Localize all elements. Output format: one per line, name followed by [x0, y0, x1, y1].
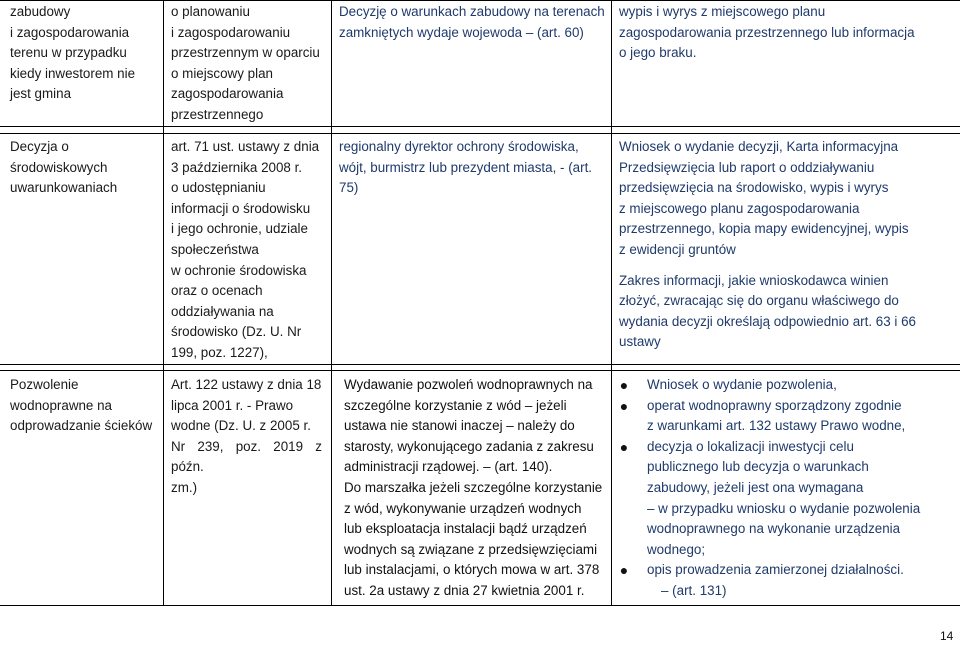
table-border — [611, 0, 612, 606]
list-item — [619, 375, 925, 396]
cell-line: oddziaływania na — [171, 303, 274, 319]
cell-line: zabudowy — [10, 4, 71, 19]
cell-line: zagospodarowania — [171, 86, 284, 102]
row2-col1-cell — [10, 137, 160, 199]
cell-line: decyzja o lokalizacji inwestycji celu — [647, 438, 854, 454]
cell-line: przestrzennego — [171, 106, 264, 122]
cell-line: i jego ochronie, udziale — [171, 221, 308, 237]
bullet-icon: ● — [619, 377, 629, 393]
cell-line: w ochronie środowiska — [171, 262, 307, 278]
cell-line: przestrzennym w oparciu — [171, 45, 320, 61]
cell-line: środowiskowych — [10, 159, 108, 175]
cell-line: lub instalacjami, o których mowa w art. 378 — [344, 562, 600, 578]
bullet-icon: ● — [619, 438, 629, 455]
cell-line: Decyzja o — [10, 139, 69, 154]
cell-line: szczególne korzystanie z wód – jeżeli — [344, 397, 567, 413]
document-list — [619, 375, 925, 602]
cell-line: informacji o środowisku — [171, 200, 311, 216]
cell-line: środowisko (Dz. U. Nr — [171, 324, 302, 340]
cell-line: 3 października 2008 r. — [171, 159, 303, 175]
cell-line: Decyzję o warunkach zabudowy na terenach — [339, 4, 605, 19]
cell-line: i zagospodarowaniu — [171, 24, 291, 40]
row3-col4-cell — [619, 375, 925, 602]
cell-line: Art. 122 ustawy z dnia 18 — [171, 377, 322, 392]
cell-line: złożyć, zwracając się do organu właściwego do — [619, 293, 899, 309]
cell-line: Wydawanie pozwoleń wodnoprawnych na — [344, 377, 593, 392]
cell-line: Przedsięwzięcia lub raport o oddziaływaniu — [619, 159, 875, 175]
cell-line: zabudowy, jeżeli jest ona wymagana — [647, 479, 864, 495]
page-number: 14 — [940, 629, 954, 643]
cell-line: przestrzennego, kopia mapy ewidencyjnej, wypis — [619, 221, 909, 237]
cell-line: lipca 2001 r. - Prawo — [171, 397, 294, 413]
cell-line: regionalny dyrektor ochrony środowiska, — [339, 139, 579, 154]
cell-line: i zagospodarowania — [10, 24, 130, 40]
cell-line: społeczeństwa — [171, 241, 259, 257]
cell-line: 75) — [339, 180, 359, 196]
cell-line: Wniosek o wydanie decyzji, Karta informacyjna — [619, 139, 899, 154]
row1-col1-cell — [10, 2, 156, 105]
row3-col3-cell — [344, 375, 604, 602]
table-border — [0, 364, 960, 365]
cell-line: wodnoprawnego na wykonanie urządzenia — [647, 521, 901, 537]
cell-line: Wniosek o wydanie pozwolenia, — [647, 377, 837, 392]
cell-line: Do marszałka jeżeli szczególne korzystanie — [344, 479, 603, 495]
cell-line: o jego braku. — [619, 45, 697, 61]
table-border-bottom — [0, 605, 960, 606]
row1-col4-cell — [619, 2, 952, 64]
cell-line: publicznego lub decyzja o warunkach — [647, 459, 869, 475]
bullet-icon: ● — [619, 562, 629, 579]
cell-line: starosty, wykonującego zadania z zakresu — [344, 438, 594, 454]
cell-line: opis prowadzenia zamierzonej działalności. — [647, 562, 904, 578]
cell-line: z warunkami art. 132 ustawy Prawo wodne, — [647, 418, 906, 434]
cell-line: o udostępnianiu — [171, 180, 266, 196]
cell-line: Nr 239, poz. 2019 z późn. — [171, 438, 322, 475]
table-border-top — [0, 0, 960, 1]
bullet-icon: ● — [619, 397, 629, 414]
cell-line: – w przypadku wniosku o wydanie pozwolenia — [647, 500, 921, 516]
cell-line: wodnego; — [647, 541, 706, 557]
cell-line: operat wodnoprawny sporządzony zgodnie — [647, 397, 902, 413]
cell-line: 199, poz. 1227), — [171, 344, 268, 360]
list-item — [619, 560, 925, 601]
table-border — [163, 0, 164, 606]
cell-line: przedsięwzięcia na środowisko, wypis i wyrys — [619, 180, 889, 196]
cell-line: uwarunkowaniach — [10, 180, 118, 196]
row2-col3-cell — [339, 137, 605, 199]
cell-line: z wód, wykonywanie urządzeń wodnych — [344, 500, 582, 516]
table-border — [331, 0, 332, 606]
cell-line: oraz o ocenach — [171, 283, 263, 299]
cell-line: ustawy — [619, 334, 661, 350]
cell-line: wodnoprawne na — [10, 397, 112, 413]
row2-col4-cell — [619, 137, 952, 353]
cell-line: z ewidencji gruntów — [619, 241, 736, 257]
cell-line: wypis i wyrys z miejscowego planu — [619, 4, 826, 19]
cell-line: z miejscowego planu zagospodarowania — [619, 200, 860, 216]
cell-line: administracji rządowej. – (art. 140). — [344, 459, 553, 475]
cell-line: Pozwolenie — [10, 377, 79, 392]
list-item — [619, 437, 925, 561]
cell-line: lub eksploatacja instalacji bądź urządzeń — [344, 521, 587, 537]
cell-line: wójt, burmistrz lub prezydent miasta, - (art. — [339, 159, 593, 175]
cell-line: Zakres informacji, jakie wnioskodawca winien — [619, 272, 889, 288]
cell-line: odprowadzanie ścieków — [10, 418, 153, 434]
cell-line: ust. 2a ustawy z dnia 27 kwietnia 2001 r. — [344, 582, 585, 598]
cell-line: wodne (Dz. U. z 2005 r. — [171, 418, 311, 434]
cell-line: wydania decyzji określają odpowiednio art. 63 i 66 — [619, 313, 917, 329]
table-border — [0, 370, 960, 371]
cell-line: o miejscowy plan — [171, 65, 273, 81]
cell-line: wodnych są związane z przedsięwzięciami — [344, 541, 598, 557]
cell-line: jest gmina — [10, 86, 72, 102]
cell-line: o planowaniu — [171, 4, 250, 19]
cell-line: zm.) — [171, 479, 198, 495]
row1-col2-cell — [171, 2, 322, 126]
cell-line: zamkniętych wydaje wojewoda – (art. 60) — [339, 24, 584, 40]
table-border — [0, 126, 960, 127]
row2-col2-cell — [171, 137, 322, 364]
cell-line: terenu w przypadku — [10, 45, 127, 61]
cell-line: – (art. 131) — [661, 582, 727, 598]
cell-line: ustawa nie stanowi inaczej – należy do — [344, 418, 575, 434]
table-border — [0, 133, 960, 134]
cell-line: zagospodarowania przestrzennego lub informacja — [619, 24, 915, 40]
row1-col3-cell — [339, 2, 605, 43]
cell-line: art. 71 ust. ustawy z dnia — [171, 139, 320, 154]
row3-col2-cell — [171, 375, 322, 499]
list-item — [619, 396, 925, 437]
row3-col1-cell — [10, 375, 156, 437]
cell-line: kiedy inwestorem nie — [10, 65, 136, 81]
